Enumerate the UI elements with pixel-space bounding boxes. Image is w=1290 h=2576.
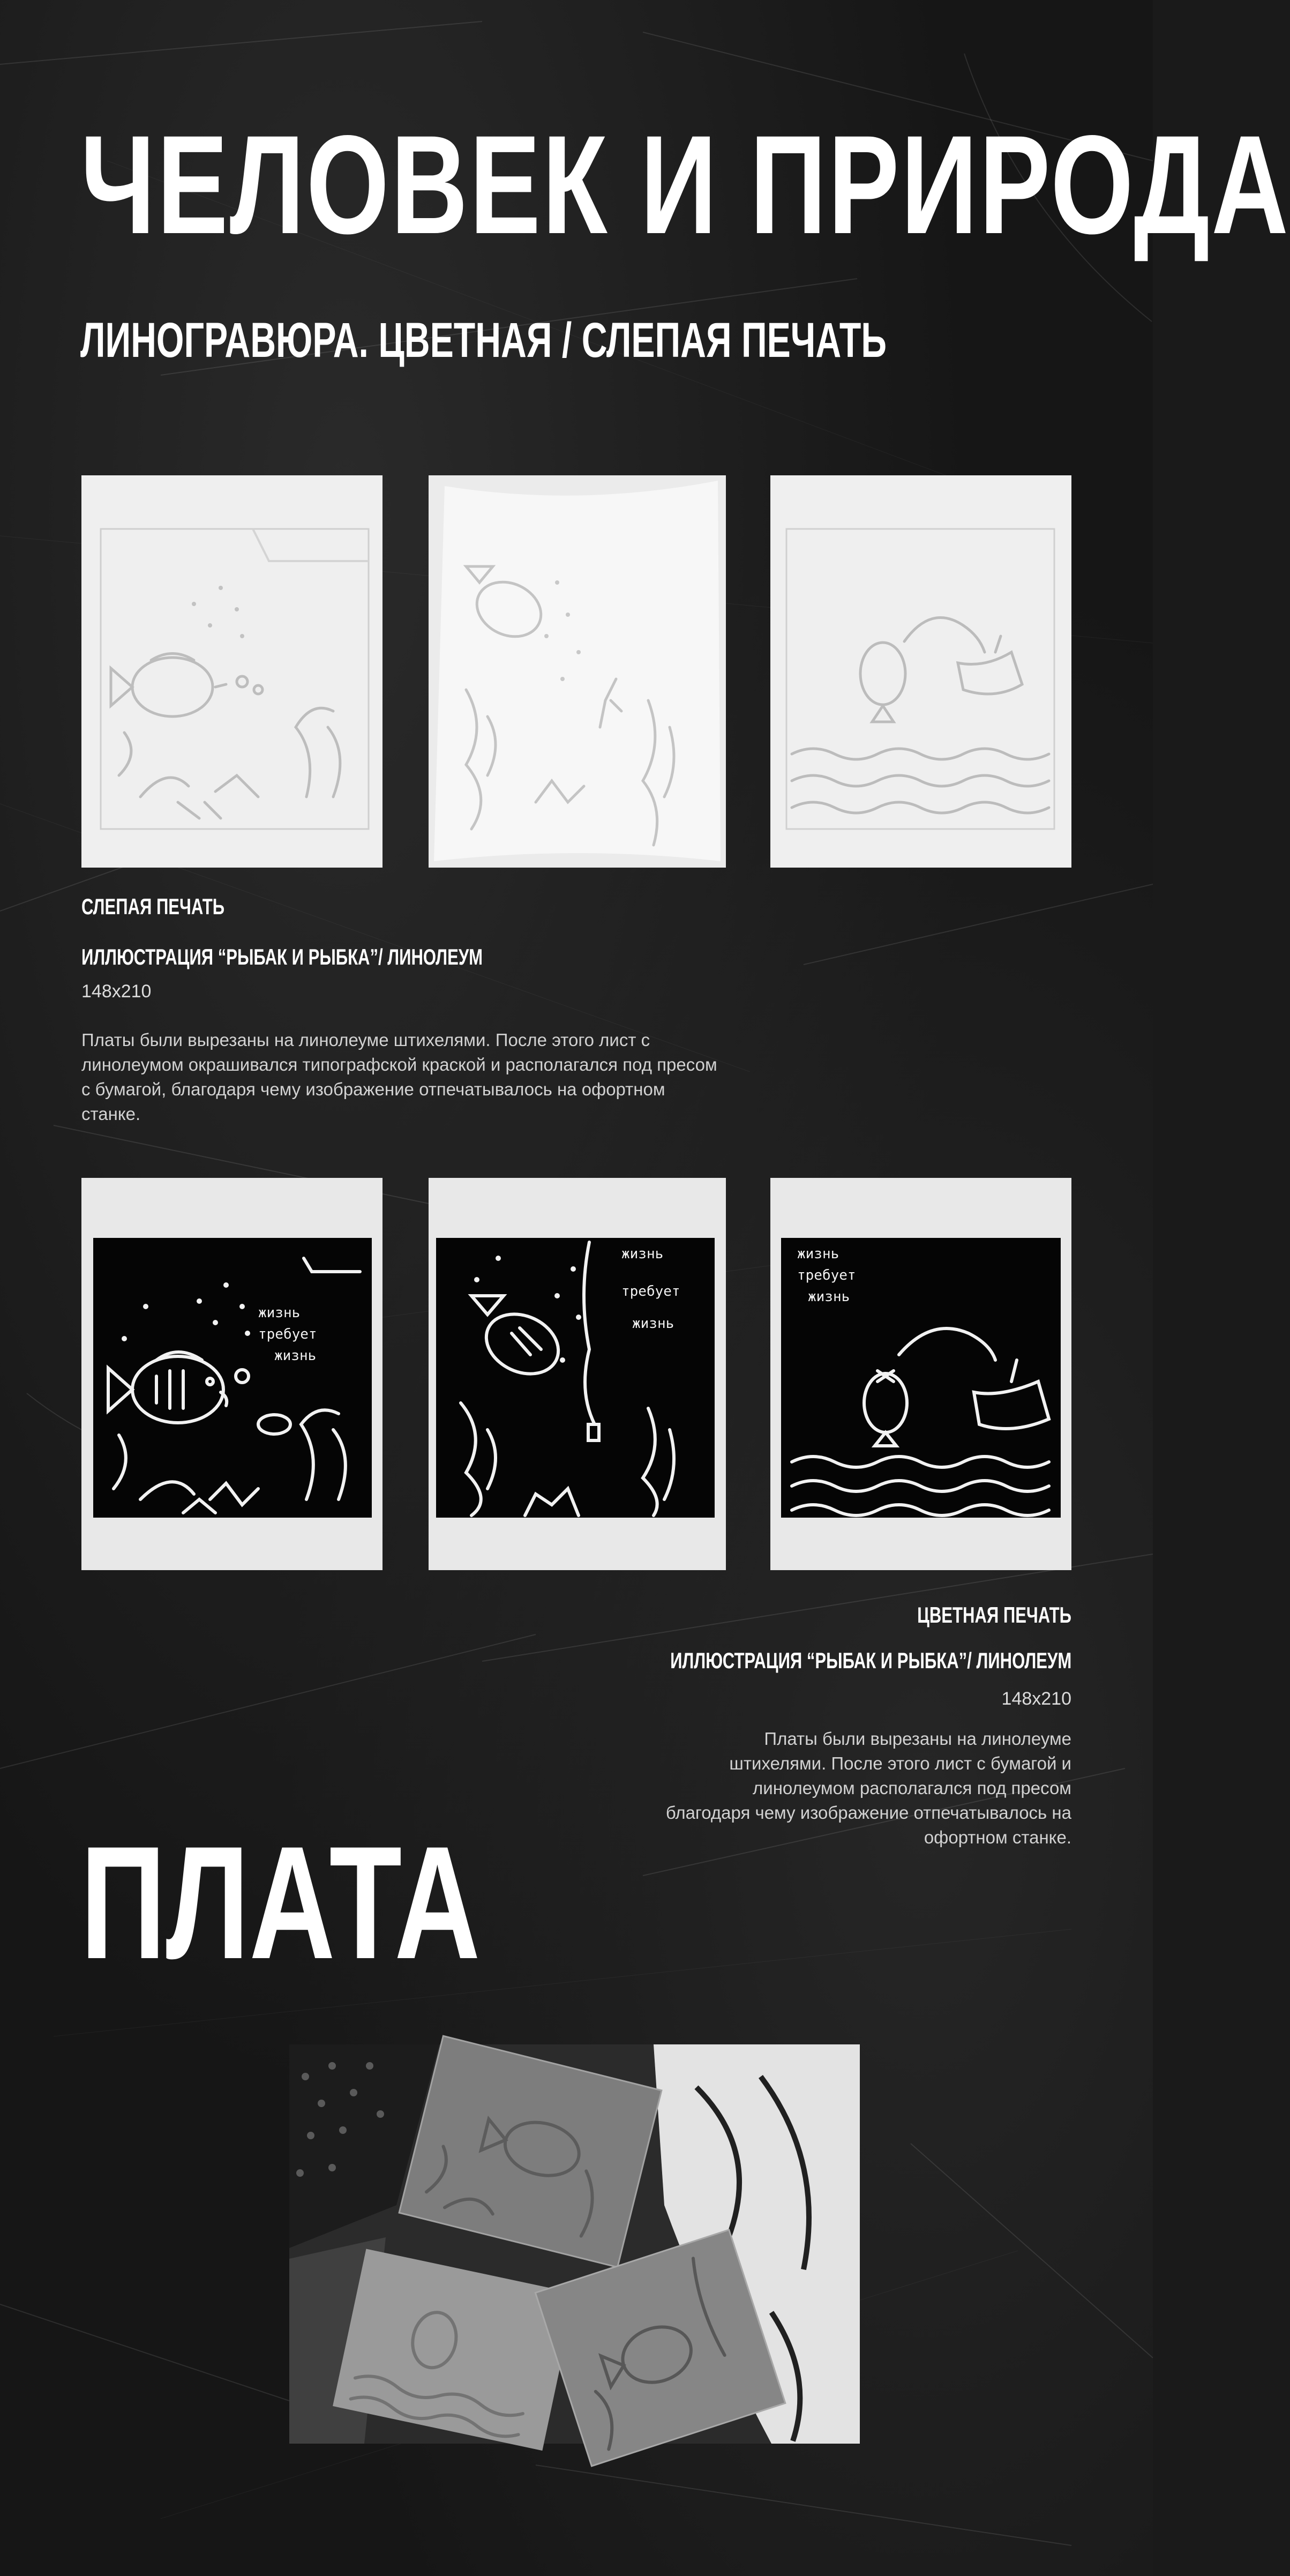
color-print-work-title: ИЛЛЮСТРАЦИЯ “РЫБАК И РЫБКА”/ ЛИНОЛЕУМ	[670, 1648, 1071, 1673]
color-print-size: 148x210	[1001, 1689, 1071, 1709]
print-text-line1: жизнь	[258, 1305, 301, 1321]
blind-print-2	[429, 475, 726, 868]
print-text-line3: жизнь	[274, 1348, 317, 1364]
blind-print-label: СЛЕПАЯ ПЕЧАТЬ	[81, 894, 225, 919]
plate-heading: ПЛАТА	[80, 1812, 481, 1992]
print-text-line1: жизнь	[797, 1246, 839, 1262]
color-print-3	[770, 1178, 1071, 1570]
color-print-description: Платы были вырезаны на линолеуме штихелями. После этого лист с бумагой и линолеумом располагался под пресом благодаря чему изображение отпечатывалось на офортном станке.	[665, 1729, 1071, 1847]
blind-print-description: Платы были вырезаны на линолеуме штихелями. После этого лист с линолеумом окрашивался типографской краской и располагался под пресом с бумагой, благодаря чему изображение отпечатывалось на офортном станке.	[81, 1030, 717, 1124]
print-text-line2: требует	[797, 1267, 856, 1283]
blind-print-work-title: ИЛЛЮСТРАЦИЯ “РЫБАК И РЫБКА”/ ЛИНОЛЕУМ	[81, 944, 483, 969]
plate-photo	[289, 2044, 860, 2444]
print-text-line2: требует	[621, 1283, 680, 1300]
poster-title: ЧЕЛОВЕК И ПРИРОДА	[80, 106, 1290, 263]
color-print-label: ЦВЕТНАЯ ПЕЧАТЬ	[917, 1602, 1071, 1627]
color-print-1	[81, 1178, 382, 1570]
print-text-line3: жизнь	[808, 1289, 850, 1305]
blind-print-1	[81, 475, 382, 868]
print-text-line1: жизнь	[621, 1246, 664, 1262]
print-text-line3: жизнь	[632, 1316, 674, 1332]
color-print-2	[429, 1178, 726, 1570]
poster-subtitle: ЛИНОГРАВЮРА. ЦВЕТНАЯ / СЛЕПАЯ ПЕЧАТЬ	[80, 313, 887, 368]
blind-print-size: 148x210	[81, 981, 152, 1002]
blind-print-3	[770, 475, 1071, 868]
print-text-line2: требует	[258, 1326, 317, 1342]
